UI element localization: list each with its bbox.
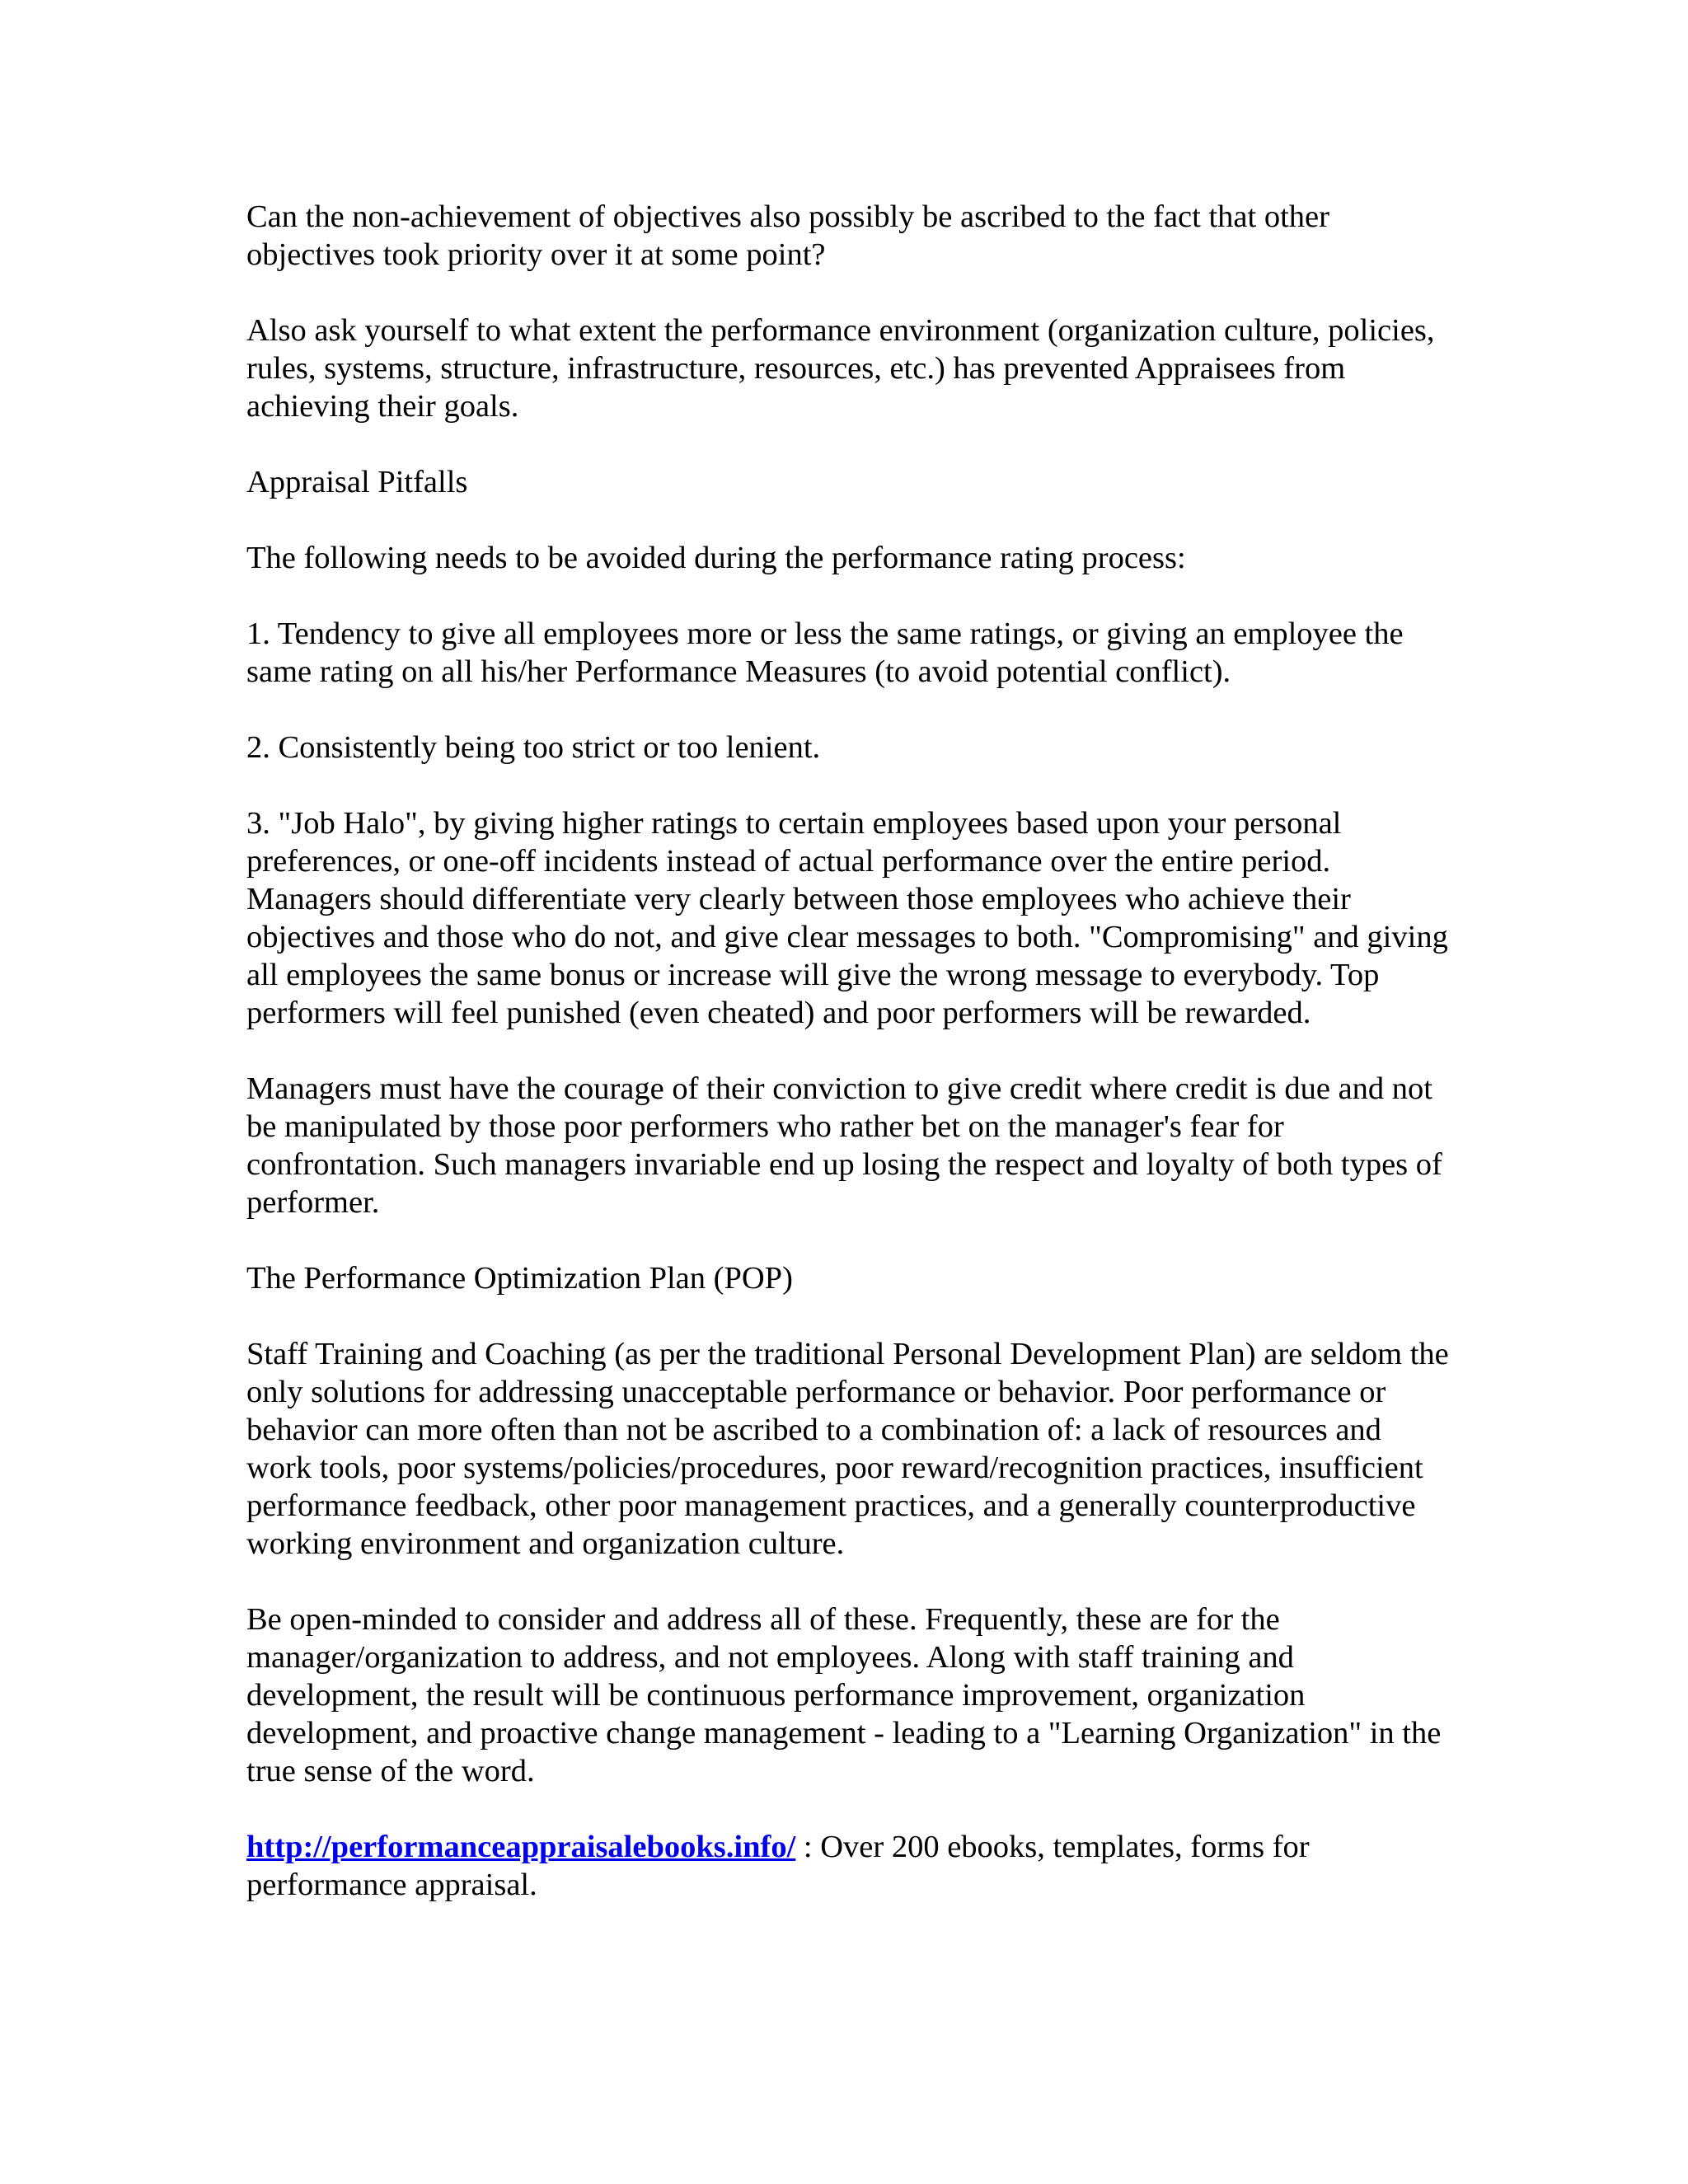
heading-performance-optimization-plan: The Performance Optimization Plan (POP) <box>246 1261 793 1296</box>
paragraph-pitfalls-intro: The following needs to be avoided during the performance rating process: <box>246 541 1186 575</box>
paragraph-performance-environment: Also ask yourself to what extent the performance environment (organization culture, policies, rules, systems, structure, infrastructure, resources, etc.) has prevented Appraisees from achieving their goals. <box>246 313 1435 424</box>
footer-paragraph <box>246 1828 1450 1904</box>
list-item-job-halo: 3. "Job Halo", by giving higher ratings to certain employees based upon your personal preferences, or one-off incidents instead of actual performance over the entire period. Managers should differentiate very clearly between those employees who achieve their objectives and those who do not, and give clear messages to both. "Compromising" and giving all employees the same bonus or increase will give the wrong message to everybody. Top performers will feel punished (even cheated) and poor performers will be rewarded. <box>246 806 1448 1030</box>
document-body <box>246 198 1450 1904</box>
paragraph-open-minded: Be open-minded to consider and address all of these. Frequently, these are for the manager/organization to address, and not employees. Along with staff training and development, the result will be continuous performance improvement, organization development, and proactive change management - leading to a "Learning Organization" in the true sense of the word. <box>246 1602 1442 1788</box>
paragraph-staff-training: Staff Training and Coaching (as per the traditional Personal Development Plan) are seldom the only solutions for addressing unacceptable performance or behavior. Poor performance or behavior can more often than not be ascribed to a combination of: a lack of resources and work tools, poor systems/policies/procedures, poor reward/recognition practices, insufficient performance feedback, other poor management practices, and a generally counterproductive working environment and organization culture. <box>246 1337 1449 1561</box>
footer-link-description: : Over 200 ebooks, templates, forms for performance appraisal. <box>246 1830 1310 1902</box>
list-item-strict-lenient: 2. Consistently being too strict or too lenient. <box>246 730 821 765</box>
ebooks-link[interactable]: http://performanceappraisalebooks.info/ <box>246 1830 796 1864</box>
paragraph-objectives-priority: Can the non-achievement of objectives also possibly be ascribed to the fact that other objectives took priority over it at some point? <box>246 199 1329 272</box>
paragraph-manager-courage: Managers must have the courage of their conviction to give credit where credit is due and not be manipulated by those poor performers who rather bet on the manager's fear for confrontation. Such managers invariable end up losing the respect and loyalty of both types of performer. <box>246 1071 1442 1220</box>
heading-appraisal-pitfalls: Appraisal Pitfalls <box>246 465 468 499</box>
list-item-same-ratings: 1. Tendency to give all employees more or less the same ratings, or giving an employee the same rating on all his/her Performance Measures (to avoid potential conflict). <box>246 616 1404 689</box>
